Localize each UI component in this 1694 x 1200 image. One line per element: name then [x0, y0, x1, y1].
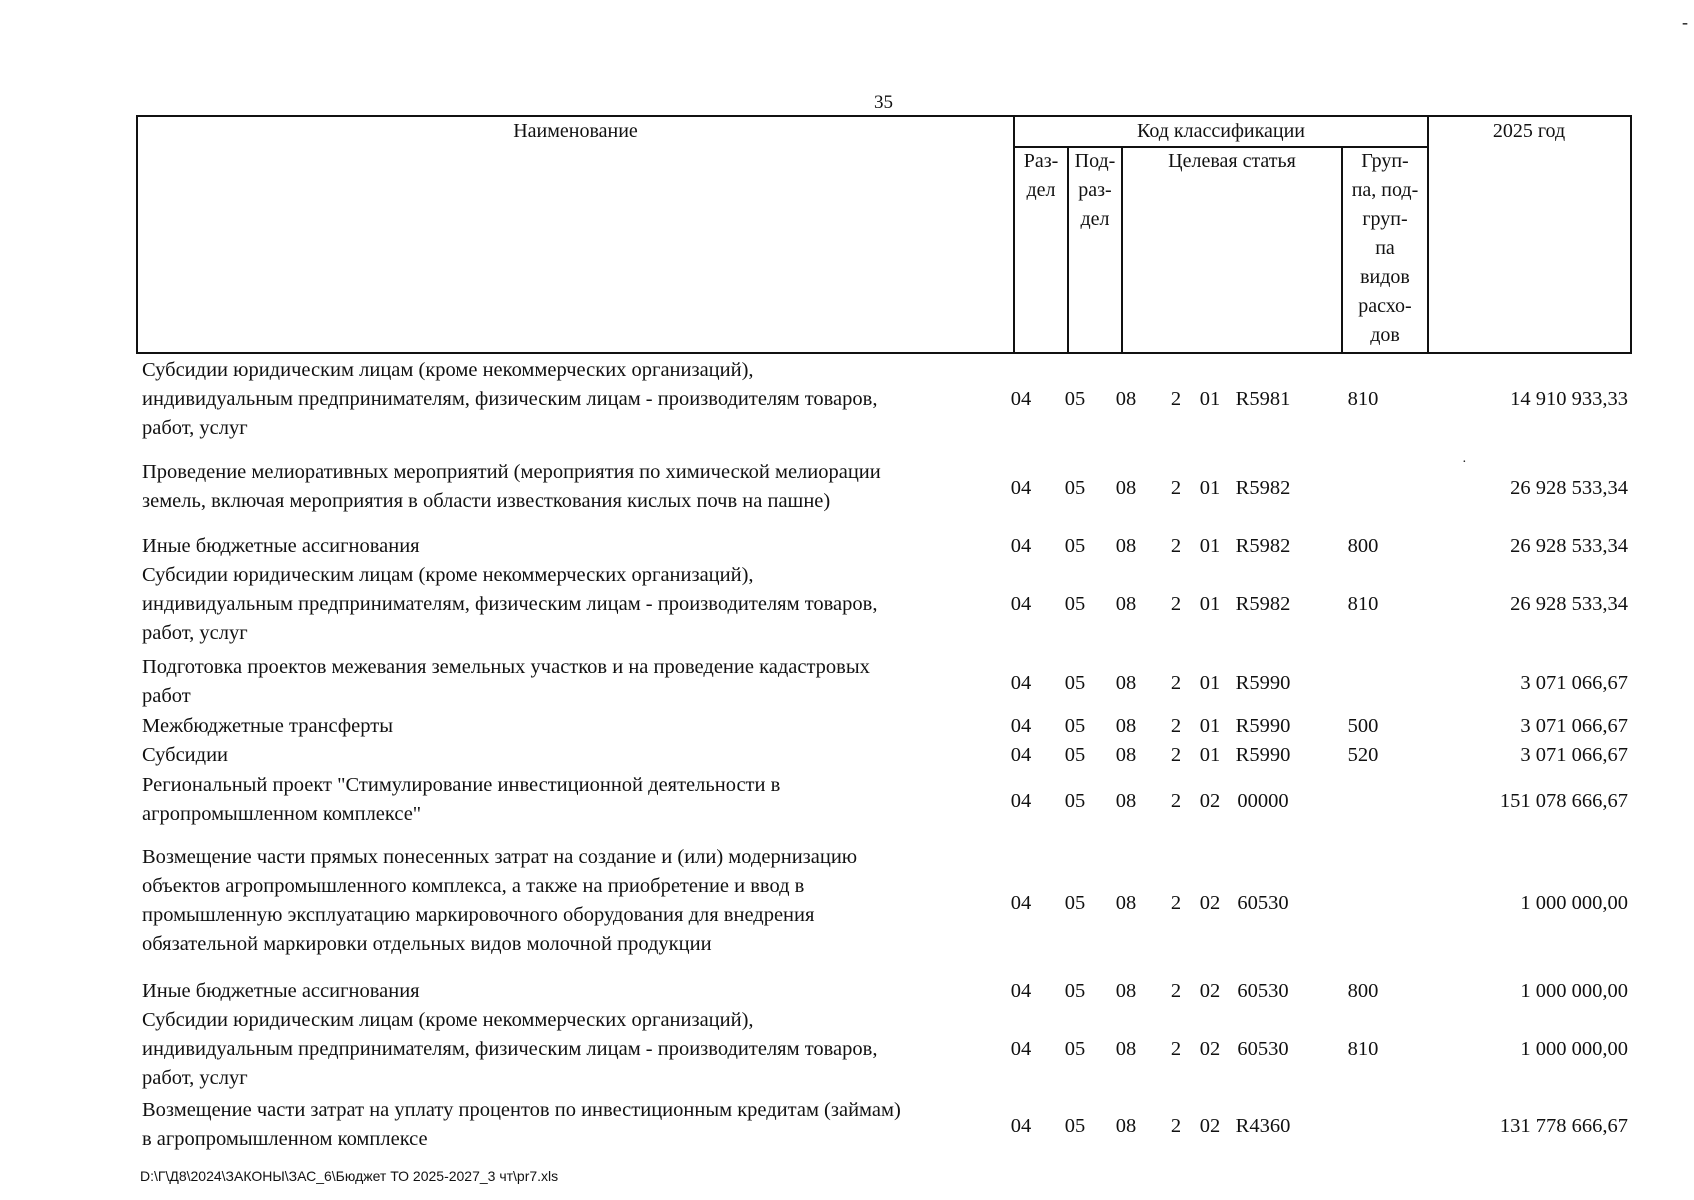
cell-g: 500 — [1347, 715, 1379, 737]
cell-amount: 3 071 066,67 — [1520, 672, 1628, 694]
cell-amount: 26 928 533,34 — [1510, 477, 1628, 499]
header-podrazdel-line: раз- — [1078, 179, 1112, 201]
row-name — [142, 532, 1022, 561]
cell-t1: 08 — [1115, 715, 1137, 737]
page-number: 35 — [874, 92, 893, 113]
header-year: 2025 год — [1492, 120, 1566, 142]
cell-t4: R5990 — [1235, 672, 1291, 694]
row-name-line: работ, услуг — [142, 622, 248, 644]
row-name-line: работ, услуг — [142, 417, 248, 439]
cell-t2: 2 — [1170, 535, 1182, 557]
cell-t3: 02 — [1199, 1038, 1221, 1060]
header-target: Целевая статья — [1168, 150, 1296, 172]
cell-r: 04 — [1010, 388, 1032, 410]
row-name-line: Иные бюджетные ассигнования — [142, 535, 420, 557]
cell-amount: 131 778 666,67 — [1499, 1115, 1628, 1137]
row-name-line: Иные бюджетные ассигнования — [142, 980, 420, 1002]
cell-t1: 08 — [1115, 892, 1137, 914]
cell-t1: 08 — [1115, 1038, 1137, 1060]
row-name-line: индивидуальным предпринимателям, физическим лицам - производителям товаров, — [142, 388, 878, 410]
header-razdel-line: Раз- — [1023, 150, 1059, 172]
header-divider — [1427, 117, 1429, 352]
row-name-line: объектов агропромышленного комплекса, а также на приобретение и ввод в — [142, 875, 805, 897]
cell-pr: 05 — [1064, 388, 1086, 410]
cell-t2: 2 — [1170, 980, 1182, 1002]
cell-amount: 14 910 933,33 — [1510, 388, 1628, 410]
cell-t2: 2 — [1170, 477, 1182, 499]
cell-pr: 05 — [1064, 1038, 1086, 1060]
cell-t3: 01 — [1199, 593, 1221, 615]
cell-t3: 01 — [1199, 535, 1221, 557]
cell-pr: 05 — [1064, 744, 1086, 766]
header-group-line: расхо- — [1358, 295, 1412, 317]
cell-g: 810 — [1347, 1038, 1379, 1060]
cell-pr: 05 — [1064, 593, 1086, 615]
cell-r: 04 — [1010, 1038, 1032, 1060]
cell-amount: 26 928 533,34 — [1510, 593, 1628, 615]
row-name-line: индивидуальным предпринимателям, физическим лицам - производителям товаров, — [142, 593, 878, 615]
cell-t4: R5981 — [1235, 388, 1291, 410]
cell-t4: R5990 — [1235, 744, 1291, 766]
row-name — [142, 356, 1022, 443]
corner-mark: - — [1682, 12, 1688, 32]
cell-t4: 00000 — [1237, 790, 1289, 812]
cell-t3: 02 — [1199, 892, 1221, 914]
row-name — [142, 741, 1022, 770]
cell-pr: 05 — [1064, 715, 1086, 737]
row-name-line: работ — [142, 685, 191, 707]
cell-t1: 08 — [1115, 477, 1137, 499]
cell-t4: R5982 — [1235, 477, 1291, 499]
cell-t1: 08 — [1115, 744, 1137, 766]
cell-g: 810 — [1347, 593, 1379, 615]
cell-t2: 2 — [1170, 744, 1182, 766]
row-name-line: работ, услуг — [142, 1067, 248, 1089]
cell-r: 04 — [1010, 980, 1032, 1002]
cell-g: 810 — [1347, 388, 1379, 410]
cell-t1: 08 — [1115, 790, 1137, 812]
header-group-line: Груп- — [1361, 150, 1409, 172]
cell-t4: R5982 — [1235, 593, 1291, 615]
row-name-line: Субсидии — [142, 744, 229, 766]
cell-t4: R5990 — [1235, 715, 1291, 737]
row-name — [142, 561, 1022, 648]
row-name-line: Возмещение части прямых понесенных затрат на создание и (или) модернизацию — [142, 846, 858, 868]
row-name — [142, 977, 1022, 1006]
cell-r: 04 — [1010, 790, 1032, 812]
header-classification: Код классификации — [1136, 120, 1306, 142]
cell-t4: R5982 — [1235, 535, 1291, 557]
cell-pr: 05 — [1064, 477, 1086, 499]
header-razdel — [1015, 147, 1067, 205]
cell-t3: 01 — [1199, 388, 1221, 410]
cell-r: 04 — [1010, 593, 1032, 615]
cell-t1: 08 — [1115, 980, 1137, 1002]
cell-r: 04 — [1010, 715, 1032, 737]
row-name-line: в агропромышленном комплексе — [142, 1128, 428, 1150]
row-name — [142, 771, 1022, 829]
cell-t1: 08 — [1115, 593, 1137, 615]
row-name — [142, 1096, 1022, 1154]
header-razdel-line: дел — [1026, 179, 1056, 201]
header-group-line: па, под- — [1351, 179, 1419, 201]
cell-t2: 2 — [1170, 388, 1182, 410]
cell-t4: 60530 — [1237, 892, 1289, 914]
cell-t4: 60530 — [1237, 1038, 1289, 1060]
row-name-line: Субсидии юридическим лицам (кроме некоммерческих организаций), — [142, 359, 754, 381]
header-podrazdel — [1069, 147, 1121, 234]
cell-t2: 2 — [1170, 672, 1182, 694]
row-name-line: Возмещение части затрат на уплату процентов по инвестиционным кредитам (займам) — [142, 1099, 901, 1121]
row-name — [142, 1006, 1022, 1093]
cell-g: 520 — [1347, 744, 1379, 766]
row-name-line: обязательной маркировки отдельных видов молочной продукции — [142, 933, 712, 955]
cell-t2: 2 — [1170, 715, 1182, 737]
cell-g: 800 — [1347, 535, 1379, 557]
cell-t1: 08 — [1115, 1115, 1137, 1137]
cell-amount: 1 000 000,00 — [1520, 892, 1628, 914]
row-name-line: промышленную эксплуатацию маркировочного оборудования для внедрения — [142, 904, 815, 926]
cell-pr: 05 — [1064, 672, 1086, 694]
header-group-line: па — [1375, 237, 1395, 259]
cell-r: 04 — [1010, 535, 1032, 557]
row-name-line: Региональный проект "Стимулирование инвестиционной деятельности в — [142, 774, 781, 796]
row-name — [142, 458, 1022, 516]
stray-mark: · — [1462, 455, 1467, 470]
row-name-line: Межбюджетные трансферты — [142, 715, 393, 737]
row-name — [142, 712, 1022, 741]
cell-pr: 05 — [1064, 1115, 1086, 1137]
cell-amount: 1 000 000,00 — [1520, 1038, 1628, 1060]
cell-amount: 3 071 066,67 — [1520, 744, 1628, 766]
row-name — [142, 843, 1022, 959]
cell-pr: 05 — [1064, 892, 1086, 914]
cell-r: 04 — [1010, 1115, 1032, 1137]
cell-t3: 02 — [1199, 980, 1221, 1002]
cell-g: 800 — [1347, 980, 1379, 1002]
cell-r: 04 — [1010, 892, 1032, 914]
cell-t1: 08 — [1115, 535, 1137, 557]
cell-t3: 01 — [1199, 744, 1221, 766]
cell-pr: 05 — [1064, 790, 1086, 812]
cell-t3: 01 — [1199, 477, 1221, 499]
cell-t3: 01 — [1199, 715, 1221, 737]
row-name-line: индивидуальным предпринимателям, физическим лицам - производителям товаров, — [142, 1038, 878, 1060]
cell-amount: 1 000 000,00 — [1520, 980, 1628, 1002]
cell-r: 04 — [1010, 477, 1032, 499]
cell-t2: 2 — [1170, 593, 1182, 615]
header-podrazdel-line: дел — [1080, 208, 1110, 230]
footer-file-path: D:\Г\Д8\2024\ЗАКОНЫ\ЗАС_6\Бюджет ТО 2025-2027_3 чт\pr7.xls — [140, 1168, 559, 1184]
cell-pr: 05 — [1064, 535, 1086, 557]
cell-t4: 60530 — [1237, 980, 1289, 1002]
cell-t2: 2 — [1170, 790, 1182, 812]
cell-r: 04 — [1010, 672, 1032, 694]
cell-r: 04 — [1010, 744, 1032, 766]
cell-amount: 26 928 533,34 — [1510, 535, 1628, 557]
cell-t2: 2 — [1170, 1038, 1182, 1060]
row-name-line: земель, включая мероприятия в области известкования кислых почв на пашне) — [142, 490, 831, 512]
header-group-line: дов — [1370, 324, 1400, 346]
row-name-line: агропромышленном комплексе" — [142, 803, 422, 825]
row-name-line: Проведение мелиоративных мероприятий (мероприятия по химической мелиорации — [142, 461, 881, 483]
header-group-line: груп- — [1362, 208, 1408, 230]
row-name-line: Субсидии юридическим лицам (кроме некоммерческих организаций), — [142, 1009, 754, 1031]
header-name: Наименование — [513, 120, 638, 142]
cell-t2: 2 — [1170, 892, 1182, 914]
cell-t1: 08 — [1115, 388, 1137, 410]
header-group — [1343, 147, 1427, 350]
cell-t4: R4360 — [1235, 1115, 1291, 1137]
header-podrazdel-line: Под- — [1074, 150, 1116, 172]
cell-t3: 02 — [1199, 1115, 1221, 1137]
table-header — [136, 115, 1632, 354]
cell-t2: 2 — [1170, 1115, 1182, 1137]
cell-t3: 01 — [1199, 672, 1221, 694]
cell-amount: 151 078 666,67 — [1499, 790, 1628, 812]
cell-t3: 02 — [1199, 790, 1221, 812]
header-group-line: видов — [1360, 266, 1410, 288]
header-divider — [1121, 147, 1123, 352]
row-name — [142, 653, 1022, 711]
row-name-line: Субсидии юридическим лицам (кроме некоммерческих организаций), — [142, 564, 754, 586]
row-name-line: Подготовка проектов межевания земельных участков и на проведение кадастровых — [142, 656, 870, 678]
cell-t1: 08 — [1115, 672, 1137, 694]
cell-amount: 3 071 066,67 — [1520, 715, 1628, 737]
cell-pr: 05 — [1064, 980, 1086, 1002]
